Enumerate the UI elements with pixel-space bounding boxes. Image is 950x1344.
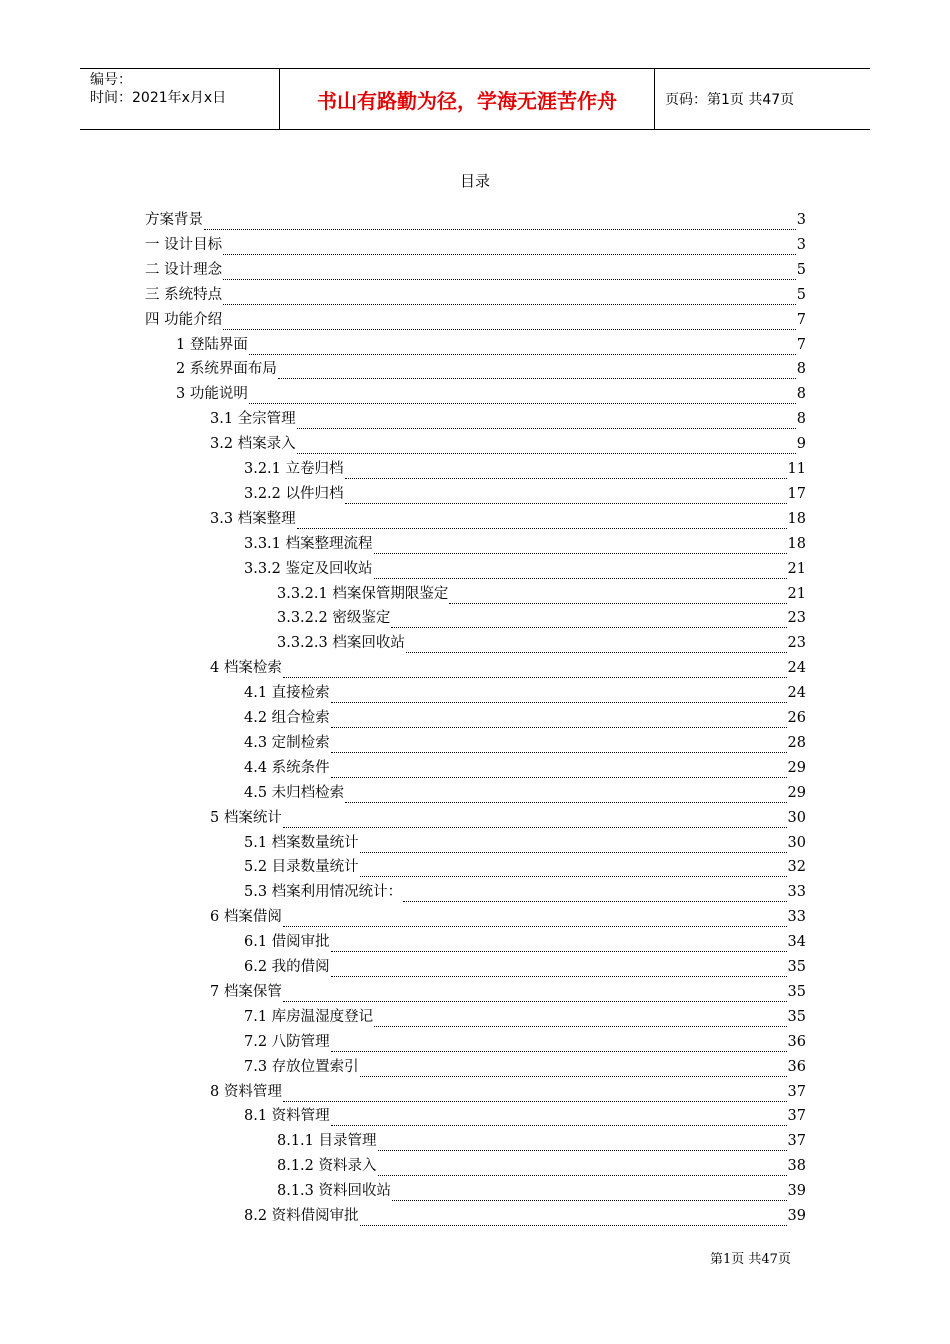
toc-entry-label: 5.2 目录数量统计 [244,859,359,876]
toc-dot-leader [360,1061,787,1077]
toc-dot-leader [331,936,787,952]
toc-entry[interactable] [176,379,806,404]
toc-title: 目录 [459,172,490,190]
header-slogan: 书山有路勤为径，学海无涯苦作舟 [280,69,655,129]
toc-dot-leader [283,812,787,828]
toc-entry-page: 24 [787,685,806,702]
toc-entry[interactable] [244,877,806,902]
toc-entry-page: 18 [787,535,806,552]
toc-entry[interactable] [277,1176,806,1201]
toc-entry-label: 3.2.1 立卷归档 [244,461,344,477]
toc-entry-label: 3 功能说明 [176,386,248,403]
toc-entry[interactable] [145,205,806,230]
toc-entry[interactable] [176,354,806,379]
toc-dot-leader [378,1135,787,1151]
toc-entry-label: 2 系统界面布局 [176,361,277,378]
toc-dot-leader [331,712,787,728]
toc-entry-page: 5 [796,286,806,303]
toc-entry-label: 3.3.2 鉴定及回收站 [244,560,373,577]
toc-entry[interactable] [277,628,806,653]
toc-dot-leader [297,513,787,529]
toc-entry-label: 3.3.1 档案整理流程 [244,535,373,552]
toc-dot-leader [374,563,787,579]
toc-entry-label: 8.1.2 资料录入 [277,1158,377,1175]
toc-entry-label: 7 档案保管 [210,983,282,1000]
toc-entry-page: 32 [787,859,806,876]
toc-entry-page: 37 [787,1108,806,1125]
toc-entry[interactable] [244,1052,806,1077]
toc-dot-leader [331,737,787,753]
header-meta [80,69,280,129]
toc-dot-leader [297,438,796,454]
toc-entry-label: 4.4 系统条件 [244,759,330,776]
toc-entry-page: 26 [787,710,806,726]
toc-entry-page: 36 [787,1033,806,1050]
toc-entry[interactable] [244,852,806,877]
document-number-label: 编号： [90,72,132,88]
toc-dot-leader [345,488,787,504]
toc-dot-leader [331,1110,787,1126]
toc-dot-leader [360,1210,787,1226]
toc-entry-page: 17 [787,485,806,502]
toc-dot-leader [403,886,786,902]
toc-dot-leader [360,861,787,877]
toc-dot-leader [374,538,787,554]
toc-dot-leader [331,762,787,778]
toc-dot-leader [449,588,786,604]
toc-entry[interactable] [244,703,806,728]
toc-entry-label: 3.3.2.2 密级鉴定 [277,610,391,627]
toc-entry-page: 3 [796,236,806,253]
toc-dot-leader [406,637,787,653]
toc-entry-label: 3.2.2 以件归档 [244,485,344,502]
toc-entry[interactable] [244,529,806,554]
toc-entry-page: 23 [787,635,806,652]
toc-dot-leader [249,388,796,404]
toc-entry-label: 6.1 借阅审批 [244,934,330,951]
toc-entry[interactable] [145,255,806,280]
toc-entry[interactable] [145,230,806,255]
toc-entry[interactable] [210,902,806,927]
header-page-info: 页码：第1页 共47页 [665,92,795,108]
toc-entry-page: 30 [787,834,806,851]
toc-dot-leader [204,214,796,230]
toc-entry[interactable] [244,1201,806,1226]
toc-entry[interactable] [277,603,806,628]
toc-entry[interactable] [210,653,806,678]
toc-entry-page: 38 [787,1158,806,1175]
toc-entry-label: 四 功能介绍 [145,311,223,328]
toc-entry[interactable] [210,429,806,454]
toc-entry[interactable] [277,579,806,604]
toc-dot-leader [331,961,787,977]
toc-entry-label: 7.1 库房温湿度登记 [244,1008,374,1025]
toc-entry-label: 3.3 档案整理 [210,510,296,527]
toc-entry-page: 21 [787,560,806,577]
toc-entry-label: 3.1 全宗管理 [210,411,296,428]
toc-entry-label: 8.2 资料借阅审批 [244,1208,359,1224]
toc-entry-label: 7.3 存放位置索引 [244,1058,359,1075]
toc-entry[interactable] [244,778,806,803]
toc-entry-page: 8 [796,411,806,428]
toc-entry[interactable] [244,454,806,479]
toc-entry-label: 二 设计理念 [145,261,223,278]
toc-entry-page: 29 [787,759,806,776]
toc-dot-leader [345,463,787,479]
toc-dot-leader [360,837,787,853]
toc-entry[interactable] [244,1027,806,1052]
toc-entry-page: 33 [787,884,806,901]
toc-entry-label: 3.3.2.3 档案回收站 [277,635,405,652]
toc-dot-leader [331,1036,787,1052]
toc-dot-leader [391,612,786,628]
toc-entry-page: 30 [787,809,806,826]
toc-entry-page: 28 [787,734,806,751]
toc-entry-page: 7 [796,336,806,353]
toc-entry-page: 37 [787,1133,806,1150]
toc-entry[interactable] [277,1126,806,1151]
toc-entry-label: 1 登陆界面 [176,336,248,353]
toc-entry[interactable] [244,753,806,778]
toc-entry-page: 8 [796,386,806,403]
toc-entry-label: 3.3.2.1 档案保管期限鉴定 [277,585,449,602]
toc-dot-leader [283,662,787,678]
toc-entry-page: 24 [787,660,806,677]
toc-dot-leader [331,687,787,703]
toc-entry-label: 一 设计目标 [145,236,223,253]
toc-dot-leader [392,1185,787,1201]
toc-entry-page: 39 [787,1208,806,1224]
toc-entry-label: 8.1 资料管理 [244,1108,330,1125]
toc-entry-page: 34 [787,934,806,951]
toc-dot-leader [223,314,796,330]
toc-entry[interactable] [210,803,806,828]
toc-dot-leader [283,986,787,1002]
toc-entry-label: 8.1.3 资料回收站 [277,1183,392,1200]
toc-entry-page: 29 [787,784,806,801]
toc-dot-leader [249,339,796,355]
toc-entry[interactable] [244,828,806,853]
toc-entry-label: 4 档案检索 [210,660,282,677]
toc-entry[interactable] [176,330,806,355]
toc-entry-label: 8 资料管理 [210,1083,282,1100]
toc-entry[interactable] [145,305,806,330]
toc-entry-page: 37 [787,1083,806,1100]
toc-dot-leader [283,1086,787,1102]
toc-entry-page: 3 [796,212,806,228]
toc-entry-label: 4.1 直接检索 [244,685,330,702]
toc-dot-leader [345,787,786,803]
toc-entry[interactable] [210,404,806,429]
toc-entry[interactable] [210,977,806,1002]
toc-entry-label: 4.3 定制检索 [244,734,330,751]
toc-entry-page: 21 [787,585,806,602]
toc-entry-page: 36 [787,1058,806,1075]
toc-entry-label: 方案背景 [145,212,203,228]
toc-entry-label: 5 档案统计 [210,809,282,826]
toc-entry-label: 4.5 未归档检索 [244,784,345,801]
toc-entry-page: 23 [787,610,806,627]
document-date-label: 时间：2021年x月x日 [90,90,227,106]
toc-entry-page: 5 [796,261,806,278]
toc-entry[interactable] [210,1077,806,1102]
toc-entry[interactable] [244,1002,806,1027]
toc-entry-page: 9 [796,436,806,453]
toc-dot-leader [223,264,796,280]
toc-entry[interactable] [145,280,806,305]
toc-entry[interactable] [244,927,806,952]
toc-entry-page: 8 [796,361,806,378]
toc-entry-label: 5.1 档案数量统计 [244,834,359,851]
toc-dot-leader [223,239,796,255]
toc-dot-leader [374,1011,786,1027]
toc-dot-leader [278,363,796,379]
toc-entry-label: 5.3 档案利用情况统计： [244,884,403,901]
page-header [80,68,870,130]
toc-entry[interactable] [244,728,806,753]
toc-entry-page: 18 [787,510,806,527]
toc-entry-page: 35 [787,1008,806,1025]
toc-dot-leader [378,1160,787,1176]
page-footer: 第1页 共47页 [710,1252,791,1267]
toc-entry-page: 33 [787,909,806,926]
toc-entry[interactable] [210,504,806,529]
toc-dot-leader [283,911,787,927]
toc-entry[interactable] [244,678,806,703]
toc-entry-label: 6.2 我的借阅 [244,959,330,975]
toc-entry-page: 35 [787,959,806,975]
toc-entry-label: 三 系统特点 [145,286,223,303]
toc-entry-label: 6 档案借阅 [210,909,282,926]
toc-entry-page: 39 [787,1183,806,1200]
toc-dot-leader [223,289,796,305]
toc-entry-label: 3.2 档案录入 [210,436,296,453]
toc-entry-page: 7 [796,311,806,328]
toc-dot-leader [297,413,796,429]
toc-entry[interactable] [244,554,806,579]
toc-entry-page: 11 [787,461,806,477]
toc-entry[interactable] [277,1151,806,1176]
toc-entry[interactable] [244,1101,806,1126]
toc-entry-label: 7.2 八防管理 [244,1033,330,1050]
toc-entry-label: 8.1.1 目录管理 [277,1133,377,1150]
toc-entry[interactable] [244,952,806,977]
toc-entry[interactable] [244,479,806,504]
toc-entry-label: 4.2 组合检索 [244,710,330,726]
toc-entry-page: 35 [787,983,806,1000]
